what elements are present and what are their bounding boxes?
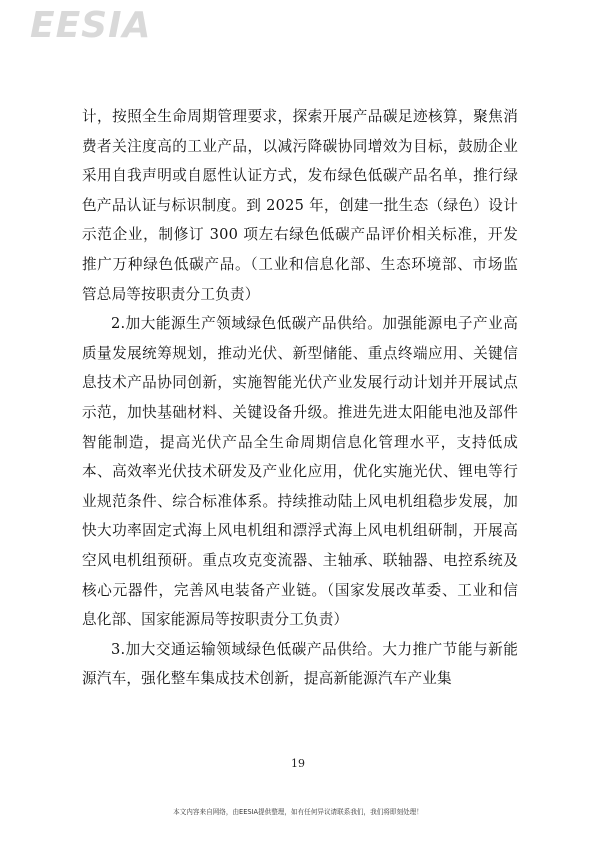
document-body (82, 102, 518, 694)
footer-notice: 本文内容来自网络，由EESIA提供整理，如有任何异议请联系我们，我们将即刻处理！ (173, 808, 423, 816)
paragraph-continuation: 计，按照全生命周期管理要求，探索开展产品碳足迹核算，聚焦消费者关注度高的工业产品，以减污降碳协同增效为目标，鼓励企业采用自我声明或自愿性认证方式，发布绿色低碳产品名单，推行绿色产品认证与标识制度。到 2025 年，创建一批生态（绿色）设计示范企业，制修订 300 项左右绿色低碳产品评价相关标准，开发推广万种绿色低碳产品。（工业和信息化部、生态环境部、市场监管总局等按职责分工负责） (82, 108, 518, 303)
paragraph-energy-production: 2.加大能源生产领域绿色低碳产品供给。加强能源电子产业高质量发展统筹规划，推动光伏、新型储能、重点终端应用、关键信息技术产品协同创新，实施智能光伏产业发展行动计划并开展试点示范，加快基础材料、关键设备升级。推进先进太阳能电池及部件智能制造，提高光伏产品全生命周期信息化管理水平，支持低成本、高效率光伏技术研发及产业化应用，优化实施光伏、锂电等行业规范条件、综合标准体系。持续推动陆上风电机组稳步发展，加快大功率固定式海上风电机组和漂浮式海上风电机组研制，开展高空风电机组预研。重点攻克变流器、主轴承、联轴器、电控系统及核心元器件，完善风电装备产业链。（国家发展改革委、工业和信息化部、国家能源局等按职责分工负责） (82, 315, 518, 629)
page-number: 19 (291, 757, 305, 770)
paragraph-transportation: 3.加大交通运输领域绿色低碳产品供给。大力推广节能与新能源汽车，强化整车集成技术创新，提高新能源汽车产业集 (82, 640, 518, 688)
eesia-logo: EESIA (30, 5, 152, 46)
